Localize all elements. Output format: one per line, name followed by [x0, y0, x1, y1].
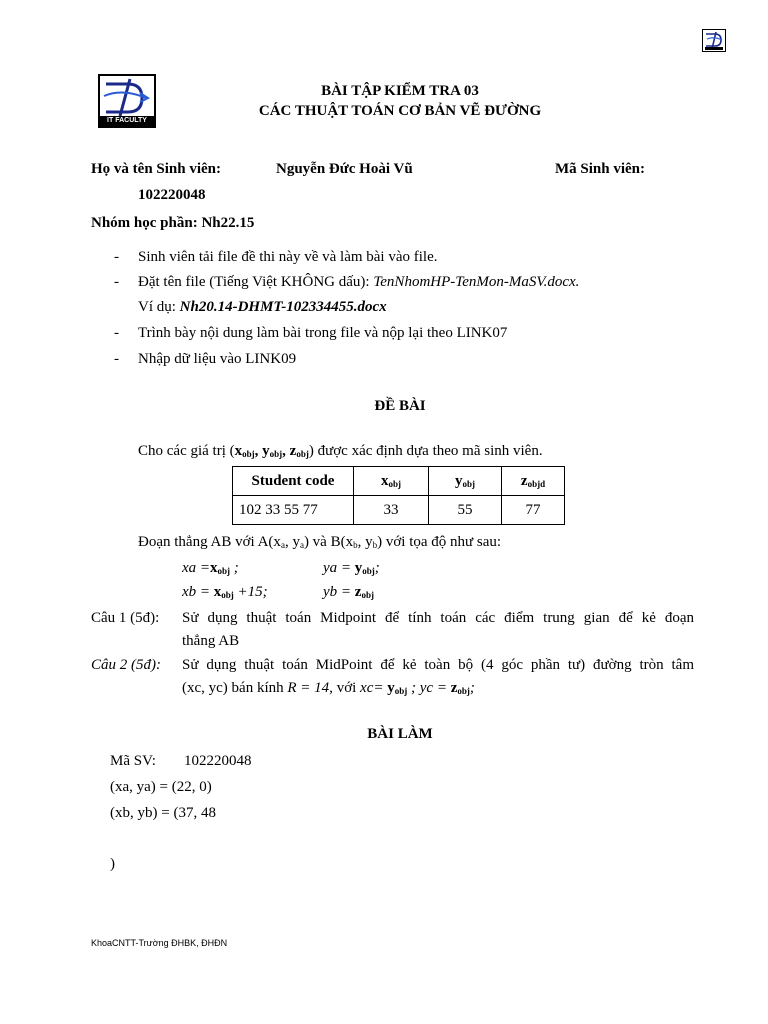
document-title-1: BÀI TẬP KIỂM TRA 03: [321, 83, 479, 99]
q2-zobj: z: [450, 680, 458, 696]
instruction-item-3: Trình bày nội dung làm bài trong file và nộp lại theo LINK07: [138, 325, 508, 341]
ya-sub: obj: [362, 566, 375, 576]
student-id-label: Mã Sinh viên:: [555, 161, 646, 177]
q1-text-2: thẳng AB: [182, 633, 240, 649]
bullet: -: [114, 249, 119, 265]
document-title-2: CÁC THUẬT TOÁN CƠ BẢN VẼ ĐƯỜNG: [258, 103, 542, 119]
cell-x: 33: [354, 496, 429, 525]
ya-rhs: y: [354, 560, 363, 576]
xa-rhs: x: [210, 560, 218, 576]
ya-formula: [323, 560, 380, 577]
q2-text: Sử dụng thuật toán MidPoint để kẻ toàn bộ (4 góc phần tư) đường tròn tâm: [182, 657, 694, 673]
header-student-code: Student code: [233, 467, 354, 496]
intro-sub: obj: [242, 449, 255, 459]
header-x-letter: x: [380, 472, 389, 489]
xb-rhs: x: [213, 584, 222, 600]
header-z-sub: objd: [527, 478, 546, 489]
cell-code: 102 33 55 77: [233, 496, 354, 525]
ya-end: ;: [374, 560, 380, 576]
student-code-table: [232, 466, 565, 525]
segment-end: ) với tọa độ như sau:: [377, 534, 502, 550]
q2-text2-b: với: [332, 680, 361, 696]
header-z-letter: z: [520, 472, 528, 489]
intro-sep: ,: [282, 443, 290, 459]
cell-z: 77: [502, 496, 565, 525]
xb-end: +15;: [233, 584, 268, 600]
q2-text-2: [182, 680, 475, 697]
yb-formula: [323, 584, 374, 601]
yb-rhs: z: [354, 584, 362, 600]
header-y-letter: y: [454, 472, 463, 489]
segment-b: b: [372, 540, 378, 550]
intro-sub: obj: [269, 449, 283, 459]
q1-label: Câu 1 (5đ):: [91, 610, 160, 626]
logo-label: IT FACULTY: [107, 117, 147, 124]
q2-sep: ;: [407, 680, 420, 696]
xa-lhs: xa =: [182, 560, 211, 576]
intro-prefix: Cho các giá trị (: [138, 443, 235, 459]
instruction-item-4: Nhập dữ liệu vào LINK09: [138, 351, 297, 367]
intro-z: z: [289, 443, 297, 459]
answer-id-value: 102220048: [184, 753, 252, 769]
answer-id-label: Mã SV:: [110, 753, 156, 769]
q1-text: Sử dụng thuật toán Midpoint để tính toán các điểm trung gian để kẻ đoạn: [182, 610, 694, 626]
example-prefix: Ví dụ:: [138, 299, 180, 315]
q2-text2-a: (xc, yc) bán kính: [182, 680, 288, 696]
header-z: [502, 467, 565, 496]
xa-sub: obj: [217, 566, 231, 576]
small-logo-icon: [702, 29, 726, 52]
instruction-item-1: Sinh viên tải file đề thi này về và làm bài vào file.: [138, 249, 438, 265]
student-name-value: Nguyễn Đức Hoài Vũ: [276, 161, 413, 177]
faculty-logo-icon: [98, 74, 156, 128]
segment-a: a: [280, 540, 285, 550]
q2-xc: xc=: [360, 680, 384, 696]
segment-description: [138, 534, 501, 551]
cell-y: 55: [429, 496, 502, 525]
intro-sub: obj: [296, 449, 309, 459]
header-x: [354, 467, 429, 496]
segment-text: Đoạn thẳng AB với A(x: [138, 534, 281, 550]
intro-x: x: [234, 443, 243, 459]
yb-sub: obj: [361, 590, 374, 600]
filename-format: TenNhomHP-TenMon-MaSV.docx.: [373, 274, 580, 290]
segment-mid2: ) và B(x: [303, 534, 354, 550]
answer-line-2: (xb, yb) = (37, 48: [110, 805, 216, 821]
instruction-item-2: [138, 274, 579, 291]
header-y-sub: obj: [462, 478, 475, 489]
yb-lhs: yb =: [323, 584, 355, 600]
problem-heading: ĐỀ BÀI: [374, 398, 426, 414]
student-id-value: 102220048: [138, 187, 206, 203]
q2-yobj: y: [383, 680, 395, 696]
page-footer: KhoaCNTT-Trường ĐHBK, ĐHĐN: [91, 938, 228, 948]
answer-heading: BÀI LÀM: [367, 726, 433, 742]
example-filename: Nh20.14-DHMT-102334455.docx: [179, 299, 387, 315]
q2-zobj-sub: obj: [457, 686, 470, 696]
intro-y: y: [262, 443, 270, 459]
q2-label: Câu 2 (5đ):: [91, 657, 161, 673]
bullet: -: [114, 351, 119, 367]
q2-radius: R = 14,: [287, 680, 333, 696]
answer-line-1: (xa, ya) = (22, 0): [110, 779, 212, 795]
instruction-example: [138, 299, 387, 316]
intro-sep: ,: [254, 443, 263, 459]
header-y: [429, 467, 502, 496]
table-header-row: [233, 467, 565, 496]
bullet: -: [114, 325, 119, 341]
student-name-label: Họ và tên Sinh viên:: [91, 161, 222, 177]
xa-end: ;: [230, 560, 239, 576]
xb-formula: [182, 584, 268, 601]
ya-lhs: ya =: [323, 560, 355, 576]
answer-line-3: ): [110, 856, 115, 872]
xb-sub: obj: [221, 590, 234, 600]
problem-intro: [138, 443, 543, 460]
xa-formula: [182, 560, 239, 577]
q2-yc: yc =: [419, 680, 451, 696]
segment-a: a: [299, 540, 304, 550]
table-row: [233, 496, 565, 525]
xb-lhs: xb =: [182, 584, 214, 600]
segment-b: b: [353, 540, 358, 550]
instruction-item-2-prefix: Đặt tên file (Tiếng Việt KHÔNG dấu):: [138, 274, 374, 290]
segment-mid3: , y: [357, 534, 373, 550]
intro-suffix: ) được xác định dựa theo mã sinh viên.: [308, 443, 543, 459]
q2-end: ;: [469, 680, 475, 696]
bullet: -: [114, 274, 119, 290]
course-group: Nhóm học phần: Nh22.15: [91, 215, 255, 231]
segment-mid1: , y: [284, 534, 300, 550]
q2-yobj-sub: obj: [394, 686, 408, 696]
header-x-sub: obj: [388, 478, 401, 489]
